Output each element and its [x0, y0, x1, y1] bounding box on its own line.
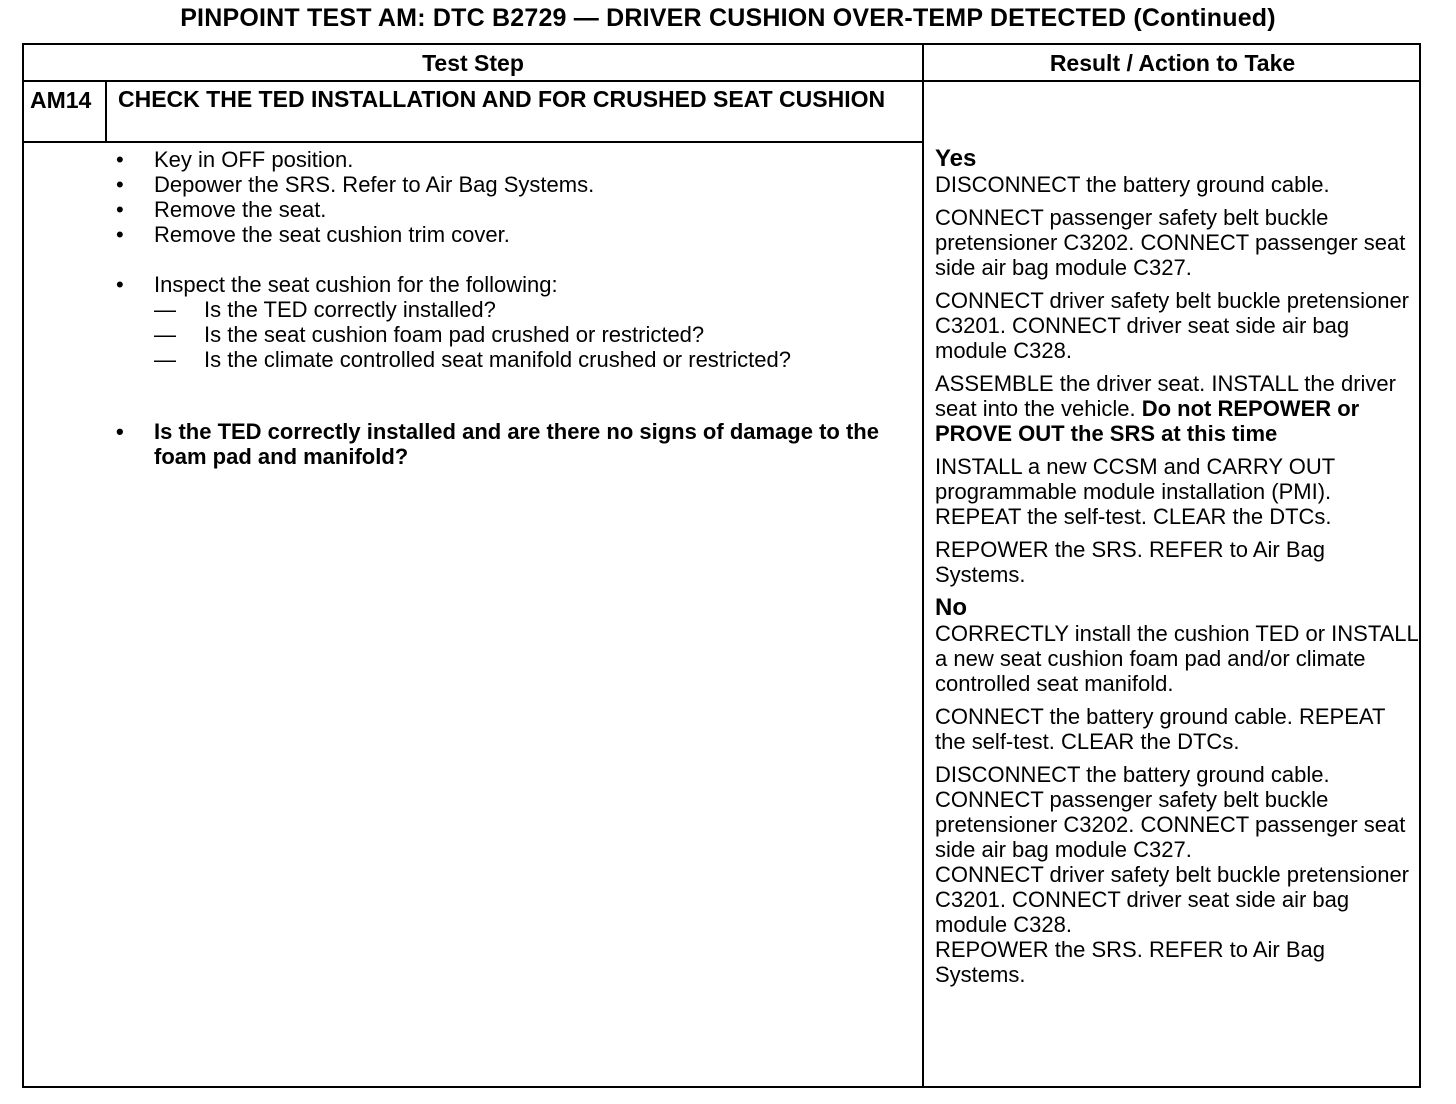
- column-divider: [922, 45, 924, 1086]
- header-result: Result / Action to Take: [1049, 50, 1296, 76]
- no-line: REPOWER the SRS. REFER to Air Bag Systems.: [935, 937, 1326, 987]
- sub-list-item: — Is the seat cushion foam pad crushed or restricted?: [154, 322, 705, 347]
- no-label: No: [935, 594, 967, 621]
- page-title: PINPOINT TEST AM: DTC B2729 — DRIVER CUSHION OVER-TEMP DETECTED (Continued): [180, 4, 1276, 32]
- no-line: CONNECT passenger safety belt buckle pretensioner C3202. CONNECT passenger seat side air bag module C327.: [935, 787, 1406, 862]
- step-title-divider: [24, 141, 922, 143]
- yes-paragraph: DISCONNECT the battery ground cable.: [935, 172, 1330, 197]
- no-paragraph: CORRECTLY install the cushion TED or INSTALL a new seat cushion foam pad and/or climate controlled seat manifold.: [935, 621, 1418, 696]
- yes-label: Yes: [935, 145, 977, 172]
- no-line: DISCONNECT the battery ground cable.: [935, 762, 1330, 787]
- no-line: CONNECT driver safety belt buckle pretensioner C3201. CONNECT driver seat side air bag module C328.: [935, 862, 1410, 937]
- list-item: • Remove the seat.: [116, 197, 327, 222]
- header-divider: [24, 80, 1419, 82]
- list-item: • Depower the SRS. Refer to Air Bag Systems.: [116, 172, 595, 197]
- header-test-step: Test Step: [422, 50, 524, 76]
- list-item: • Remove the seat cushion trim cover.: [116, 222, 510, 247]
- list-item: • Inspect the seat cushion for the following:: [116, 272, 558, 297]
- list-item: • Key in OFF position.: [116, 147, 354, 172]
- sub-list-item: — Is the TED correctly installed?: [154, 297, 496, 322]
- yes-paragraph: INSTALL a new CCSM and CARRY OUT programmable module installation (PMI). REPEAT the self-test. CLEAR the DTCs.: [935, 454, 1335, 529]
- result-body: [935, 146, 1420, 987]
- step-question: • Is the TED correctly installed and are there no signs of damage to the foam pad and manifold?: [116, 419, 879, 469]
- no-paragraph: CONNECT the battery ground cable. REPEAT the self-test. CLEAR the DTCs.: [935, 704, 1385, 754]
- warning-text: Do not REPOWER or PROVE OUT the SRS at this time: [935, 396, 1360, 446]
- test-step-body: [116, 147, 916, 469]
- yes-assemble-paragraph: ASSEMBLE the driver seat. INSTALL the driver seat into the vehicle. Do not REPOWER or PROVE OUT the SRS at this time: [935, 371, 1396, 446]
- pinpoint-test-table: [22, 43, 1421, 1088]
- step-id: AM14: [30, 87, 92, 113]
- yes-paragraph: CONNECT passenger safety belt buckle pretensioner C3202. CONNECT passenger seat side air bag module C327.: [935, 205, 1406, 280]
- step-id-divider: [105, 80, 107, 142]
- yes-paragraph: CONNECT driver safety belt buckle pretensioner C3201. CONNECT driver seat side air bag module C328.: [935, 288, 1410, 363]
- yes-paragraph: REPOWER the SRS. REFER to Air Bag Systems.: [935, 537, 1326, 587]
- sub-list-item: — Is the climate controlled seat manifold crushed or restricted?: [154, 347, 791, 372]
- step-title: CHECK THE TED INSTALLATION AND FOR CRUSHED SEAT CUSHION: [118, 86, 886, 112]
